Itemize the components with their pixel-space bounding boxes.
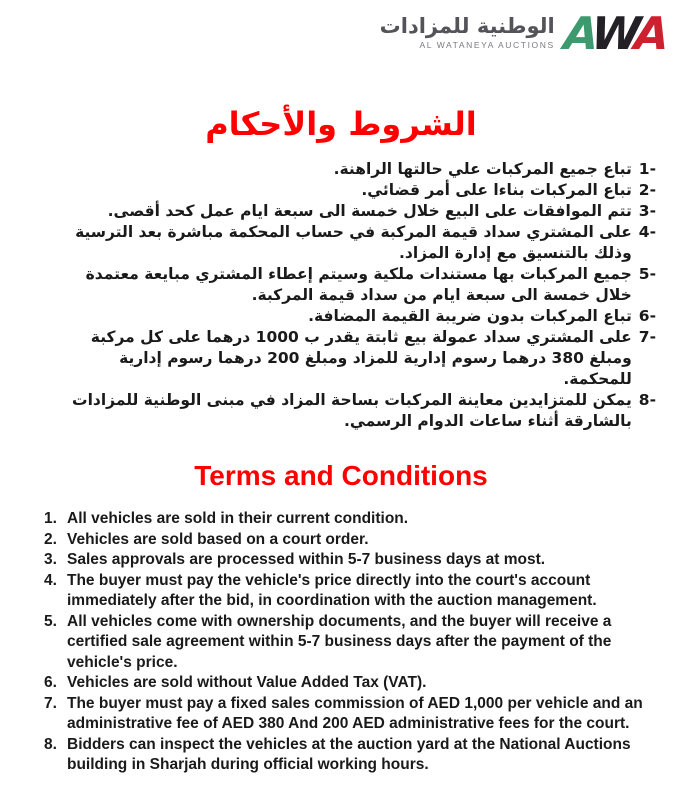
item-number: 4. [44, 571, 57, 589]
item-text: The buyer must pay the vehicle's price directly into the court's account immediately after the bid, in coordination with the auction management. [67, 571, 597, 610]
item-text: Sales approvals are processed within 5-7 business days at most. [67, 551, 546, 569]
item-number: 7. [44, 694, 57, 712]
item-number: 5- [638, 264, 656, 283]
english-term-item [44, 673, 682, 694]
item-number: 1- [638, 159, 656, 178]
item-number: 6- [638, 306, 656, 325]
item-number: 7- [638, 327, 656, 346]
item-number: 1. [44, 510, 57, 528]
arabic-term-item [0, 159, 656, 180]
item-text: تتم الموافقات على البيع خلال خمسة الى سبعة ايام عمل كحد أقصى. [107, 201, 632, 220]
english-section-title: Terms and Conditions [194, 459, 488, 491]
item-text: جميع المركبات بها مستندات ملكية وسيتم إعطاء المشتري مبايعة معتمدة خلال خمسة الى سبعة ايام من سداد قيمة المركبة. [85, 264, 632, 304]
english-term-item [44, 612, 682, 674]
item-number: 3. [44, 551, 57, 569]
english-terms-list [44, 509, 682, 776]
arabic-term-item [0, 264, 656, 306]
company-logo [0, 0, 682, 60]
item-text: على المشتري سداد عمولة بيع ثابتة يقدر ب 1000 درهما على كل مركبة ومبلغ 380 درهما رسوم إدارية للمزاد ومبلغ 200 درهما رسوم إدارية للمحكمة. [90, 327, 632, 388]
item-text: تباع المركبات بدون ضريبة القيمة المضافة. [308, 306, 632, 325]
english-term-item [44, 694, 682, 735]
english-term-item [44, 530, 682, 551]
arabic-term-item [0, 222, 656, 264]
awa-letter-a-green: A [561, 7, 593, 60]
english-term-item [44, 509, 682, 530]
logo-names [380, 13, 555, 50]
arabic-section-title: الشروط والأحكام [205, 105, 477, 144]
arabic-term-item [0, 390, 656, 432]
item-number: 8. [44, 735, 57, 753]
item-text: يمكن للمتزايدين معاينة المركبات بساحة المزاد في مبنى الوطنية للمزادات بالشارقة أثناء ساعات الدوام الرسمي. [72, 390, 632, 430]
logo-latin-name: AL WATANEYA AUCTIONS [419, 40, 555, 51]
item-text: All vehicles come with ownership documents, and the buyer will receive a certified sale agreement within 5-7 business days after the payment of the vehicle's price. [67, 612, 612, 671]
item-text: تباع جميع المركبات علي حالتها الراهنة. [333, 159, 632, 178]
awa-monogram-icon [561, 7, 673, 60]
english-term-item [44, 571, 682, 612]
item-number: 5. [44, 612, 57, 630]
arabic-term-item [0, 306, 656, 327]
awa-letter-w-black: W [589, 7, 637, 60]
arabic-term-item [0, 180, 656, 201]
item-text: Bidders can inspect the vehicles at the auction yard at the National Auctions building in Sharjah during official working hours. [67, 735, 631, 774]
item-number: 8- [638, 390, 656, 409]
item-number: 2. [44, 530, 57, 548]
item-number: 3- [638, 201, 656, 220]
arabic-term-item [0, 201, 656, 222]
item-text: Vehicles are sold based on a court order. [67, 530, 369, 548]
item-text: تباع المركبات بناءا على أمر قضائي. [361, 180, 632, 199]
english-term-item [44, 550, 682, 571]
arabic-terms-list [0, 159, 656, 432]
item-number: 2- [638, 180, 656, 199]
item-text: All vehicles are sold in their current condition. [67, 510, 409, 528]
logo-arabic-name: الوطنية للمزادات [379, 14, 555, 38]
item-number: 6. [44, 674, 57, 692]
awa-letter-a-red: A [632, 7, 666, 60]
item-text: Vehicles are sold without Value Added Tax (VAT). [67, 674, 427, 692]
item-text: The buyer must pay a fixed sales commission of AED 1,000 per vehicle and an administrative fee of AED 380 And 200 AED administrative fees for the court. [67, 694, 643, 733]
arabic-term-item [0, 327, 656, 390]
english-term-item [44, 735, 682, 776]
item-text: على المشتري سداد قيمة المركبة في حساب المحكمة مباشرة بعد الترسية وذلك بالتنسيق مع إدارة المزاد. [75, 222, 632, 262]
item-number: 4- [638, 222, 656, 241]
